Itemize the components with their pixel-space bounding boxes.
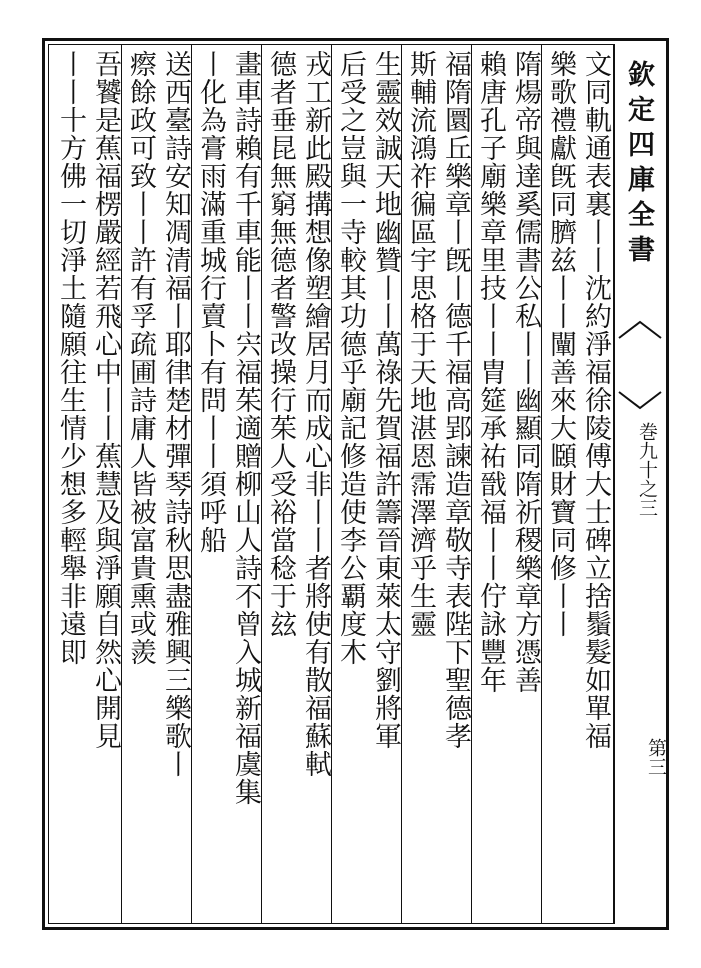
column-rule	[121, 44, 122, 924]
column-rule	[471, 44, 472, 924]
text-column-15: 吾饕是蕉福楞嚴經若飛心中丨丨蕉慧及與淨願自然心開見	[90, 50, 121, 750]
fish-tail-mark-icon	[617, 318, 663, 340]
volume-label: 巻九十之三	[636, 422, 658, 517]
text-column-16: 丨丨十方佛一切淨土隨願往生情少想多輕舉非遠即	[55, 50, 86, 666]
text-column-11: 畫車詩賴有千車能丨丨宍福茱適贈柳山人詩不曾入城新福虞集	[230, 50, 261, 806]
text-column-5: 福隋圜丘樂章丨旣丨德千福高郢諫造章敬寺表陛下聖德孝	[440, 50, 471, 750]
column-rule	[541, 44, 542, 924]
column-rule	[401, 44, 402, 924]
page-number: 第三	[645, 738, 667, 776]
text-column-12: 丨化為膏雨滿重城行賣卜有問丨丨須呼船	[195, 50, 226, 554]
book-title: 欽定四庫全書	[623, 60, 654, 270]
fish-tail-mark-lower-icon	[617, 390, 663, 412]
text-column-9: 戎工新此殿搆想像塑繪居月而成心非丨丨者將使有散福蘇軾	[300, 50, 331, 778]
text-column-1: 文同軌通表裏丨丨沈約淨福徐陵傅大士碑立捨鬚髮如單福	[580, 50, 611, 750]
text-column-3: 隋煬帝與達奚儒書公私丨丨幽顯同隋祈稷樂章方憑善	[510, 50, 541, 694]
text-column-4: 賴唐孔子廟樂章里技丨丨胄筵承祐戩福丨丨佇詠豐年	[475, 50, 506, 694]
text-column-13: 送西臺詩安知凋清福丨耶律楚材彈琴詩秋思盡雅興三樂歌丨	[160, 50, 191, 778]
column-rule	[261, 44, 262, 924]
text-column-14: 瘵餘政可致丨丨許有孚疏圃詩庸人皆被富貴熏或羨	[125, 50, 156, 666]
text-column-6: 斯輔流鴻祚徧區宇思格于天地湛恩霈澤濟乎生靈	[405, 50, 436, 638]
text-column-8: 后受之豈與一寺較其功德乎廟記修造使李公覇度木	[335, 50, 366, 666]
text-column-10: 德者垂昆無窮無德者警改操行茱人受裕當稔于玆	[265, 50, 296, 638]
column-rule	[331, 44, 332, 924]
text-column-7: 生靈效誠天地幽贊丨丨萬祿先賀福許籌晉東萊太守劉將軍	[370, 50, 401, 750]
column-rule	[191, 44, 192, 924]
text-column-2: 樂歌禮獻旣同臍兹丨丨闡善來大頥財寶同修丨丨	[545, 50, 576, 638]
